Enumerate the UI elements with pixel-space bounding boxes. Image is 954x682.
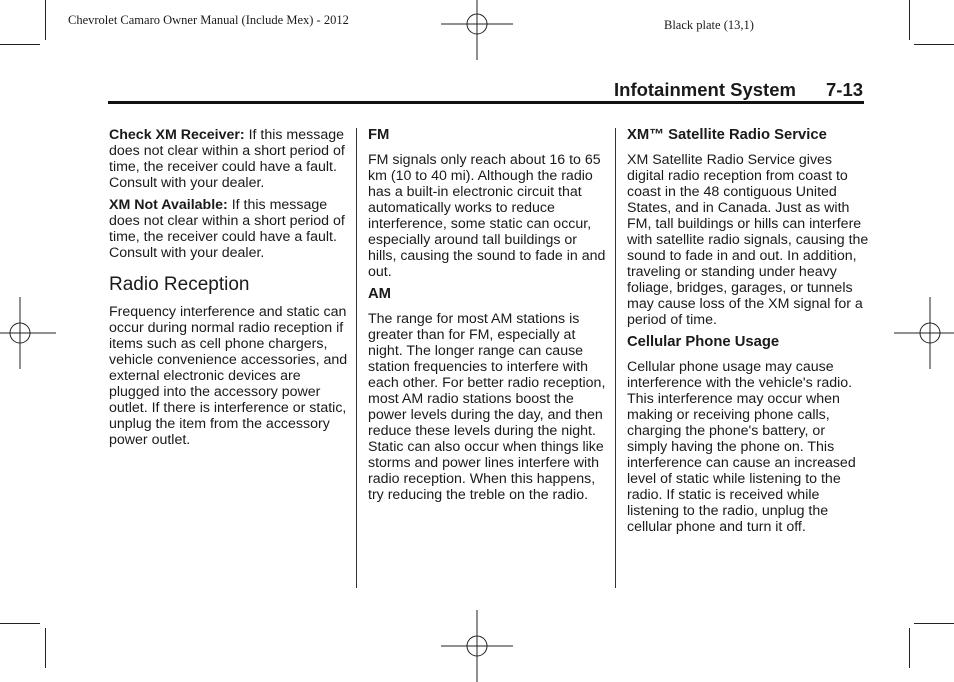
column-3 [627, 127, 869, 541]
crop-mark-top-left-vertical [45, 0, 46, 40]
radio-reception-body: Frequency interference and static can occur during normal radio reception if items such as cell phone chargers, vehicle convenience accessories, and external electronic devices are plugged into the accessory power outlet. If there is interference or static, unplug the item from the accessory power outlet. [109, 304, 348, 448]
crop-mark-bottom-left-horizontal [0, 623, 40, 624]
cellular-phone-heading: Cellular Phone Usage [627, 334, 780, 350]
crop-mark-bottom-left-vertical [45, 628, 46, 668]
page-number: 7-13 [826, 79, 864, 100]
fm-body: FM signals only reach about 16 to 65 km (10 to 40 mi). Although the radio has a built-in electronic circuit that automatically works to reduce interference, some static can occur, especially around tall buildings or hills, causing the sound to fade in and out. [368, 152, 606, 280]
column-2 [368, 127, 606, 509]
crop-mark-bottom-right-horizontal [914, 623, 954, 624]
xm-not-available-text: If this message does not clear within a short period of time, the receiver could have a fault. Consult with your dealer. [109, 197, 345, 261]
column-divider-2 [615, 128, 616, 588]
section-title: Infotainment System [614, 79, 796, 100]
crop-mark-top-right-horizontal [914, 44, 954, 45]
xm-not-available-paragraph [109, 197, 349, 261]
running-header-plate: Black plate (13,1) [664, 18, 754, 32]
crop-mark-top-left-horizontal [0, 44, 40, 45]
running-header-title: Chevrolet Camaro Owner Manual (Include Mex) - 2012 [68, 13, 349, 27]
column-divider-1 [356, 128, 357, 588]
registration-mark-left-icon [0, 297, 56, 369]
xm-satellite-heading: XM™ Satellite Radio Service [627, 127, 827, 143]
column-1 [109, 127, 349, 454]
am-body: The range for most AM stations is greater than for FM, especially at night. The longer range can cause station frequencies to interfere with each other. For better radio reception, most AM radio stations boost the power levels during the day, and then reduce these levels during the night. Static can also occur when things like storms and power lines interfere with radio reception. When this happens, try reducing the treble on the radio. [368, 311, 606, 503]
radio-reception-heading: Radio Reception [109, 274, 250, 295]
xm-satellite-body: XM Satellite Radio Service gives digital radio reception from coast to coast in the 48 contiguous United States, and in Canada. Just as with FM, tall buildings or hills can interfere with satellite radio signals, causing the sound to fade in and out. In addition, traveling or standing under heavy foliage, bridges, garages, or tunnels may cause loss of the XM signal for a period of time. [627, 152, 869, 328]
registration-mark-top-icon [441, 0, 513, 60]
registration-mark-bottom-icon [441, 610, 513, 682]
check-xm-receiver-label: Check XM Receiver: [109, 127, 245, 143]
xm-not-available-label: XM Not Available: [109, 197, 228, 213]
cellular-phone-body: Cellular phone usage may cause interference with the vehicle's radio. This interference may occur when making or receiving phone calls, charging the phone's battery, or simply having the phone on. This interference can cause an increased level of static while listening to the radio. If static is received while listening to the radio, unplug the cellular phone and turn it off. [627, 359, 856, 535]
registration-mark-right-icon [894, 297, 954, 369]
check-xm-receiver-paragraph [109, 127, 349, 191]
crop-mark-bottom-right-vertical [909, 628, 910, 668]
fm-heading: FM [368, 127, 390, 143]
am-heading: AM [368, 286, 392, 302]
crop-mark-top-right-vertical [909, 0, 910, 40]
header-rule [108, 101, 864, 104]
check-xm-receiver-text: If this message does not clear within a short period of time, the receiver could have a fault. Consult with your dealer. [109, 127, 345, 191]
